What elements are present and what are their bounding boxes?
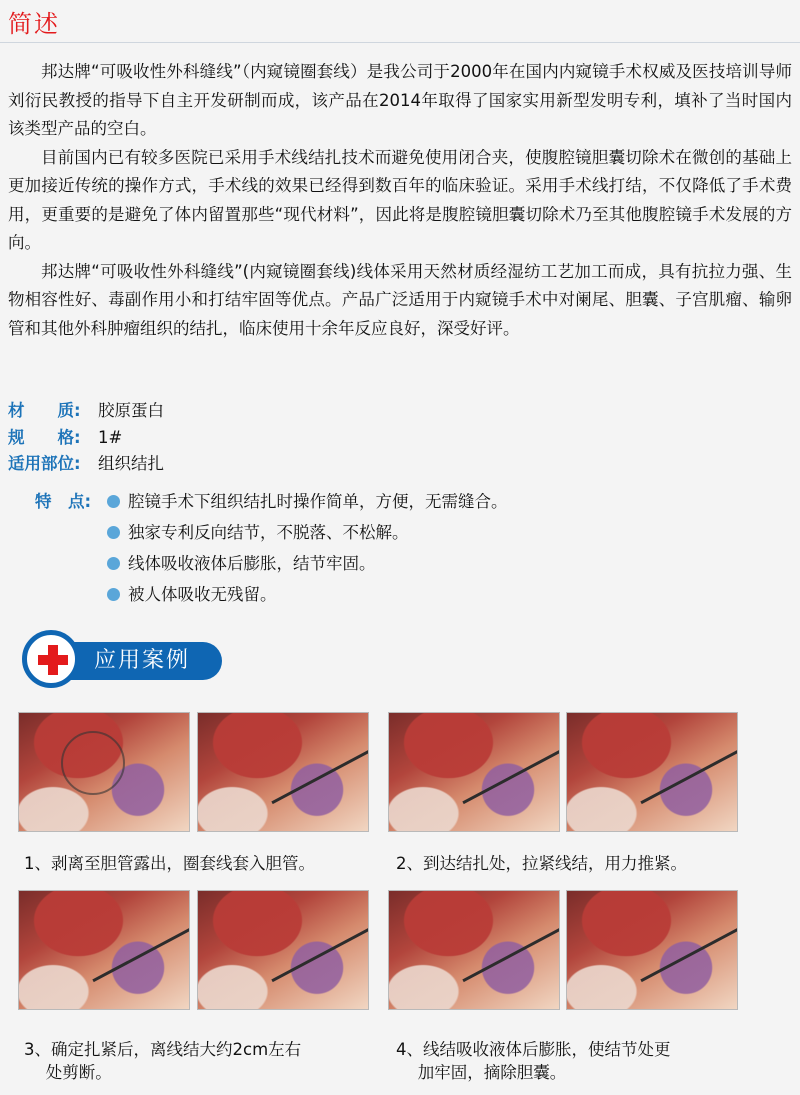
case-caption-4: 4、线结吸收液体后膨胀，使结节处更 加牢固，摘除胆囊。 [396,1040,671,1082]
spec-label: 材 质: [8,401,81,420]
feature-item [107,581,727,612]
feature-item [107,519,727,550]
case-photo [18,712,190,832]
case-photo [566,712,738,832]
intro-paragraph-1: 邦达牌“可吸收性外科缝线”（内窥镜圈套线）是我公司于2000年在国内内窥镜手术权威及医技培训导师刘衍民教授的指导下自主开发研制而成，该产品在2014年取得了国家实用新型发明专利，填补了当时国内该类型产品的空白。 [8,62,792,138]
case-caption-2: 2、到达结扎处，拉紧线结，用力推紧。 [396,854,687,873]
feature-item [107,550,727,581]
spec-label: 规 格: [8,427,81,447]
intro-text [8,58,792,343]
case-photo [388,890,560,1010]
feature-text: 腔镜手术下组织结扎时操作简单，方便，无需缝合。 [128,492,508,511]
spec-value: 1# [98,427,123,447]
spec-application [8,451,164,478]
case-photo [388,712,560,832]
bullet-dot-icon [107,588,120,601]
feature-text: 线体吸收液体后膨胀，结节牢固。 [128,554,376,573]
spec-label: 适用部位: [8,454,81,473]
case-banner-title: 应用案例 [94,648,191,673]
case-photo [197,890,369,1010]
case-caption-3: 3、确定扎紧后，离线结大约2cm左右 处剪断。 [24,1040,302,1082]
feature-text: 独家专利反向结节，不脱落、不松解。 [128,523,409,542]
case-caption-1: 1、剥离至胆管露出，圈套线套入胆管。 [24,854,315,873]
intro-paragraph-2: 目前国内已有较多医院已采用手术线结扎技术而避免使用闭合夹，使腹腔镜胆囊切除术在微创的基础上更加接近传统的操作方式，手术线的效果已经得到数百年的临床验证。采用手术线打结，不仅降低了手术费用，更重要的是避免了体内留置那些“现代材料”，因此将是腹腔镜胆囊切除术乃至其他腹腔镜手术发展的方向。 [8,147,792,252]
spec-value: 组织结扎 [98,454,164,473]
case-photo [197,712,369,832]
spec-list [8,398,164,478]
feature-list [107,488,727,612]
feature-text: 被人体吸收无残留。 [128,585,277,604]
page-title: 简述 [8,10,60,38]
case-photo [18,890,190,1010]
case-photo [566,890,738,1010]
title-divider [0,42,800,43]
feature-item [107,488,727,519]
case-banner [20,628,224,692]
medical-cross-icon [22,630,80,688]
bullet-dot-icon [107,526,120,539]
spec-value: 胶原蛋白 [98,401,164,420]
spec-size [8,425,164,452]
features-label: 特 点: [35,492,92,511]
spec-material [8,398,164,425]
intro-paragraph-3: 邦达牌“可吸收性外科缝线”(内窥镜圈套线)线体采用天然材质经湿纺工艺加工而成，具有抗拉力强、生物相容性好、毒副作用小和打结牢固等优点。产品广泛适用于内窥镜手术中对阑尾、胆囊、子宫肌瘤、输卵管和其他外科肿瘤组织的结扎，临床使用十余年反应良好，深受好评。 [8,261,792,338]
bullet-dot-icon [107,557,120,570]
bullet-dot-icon [107,495,120,508]
